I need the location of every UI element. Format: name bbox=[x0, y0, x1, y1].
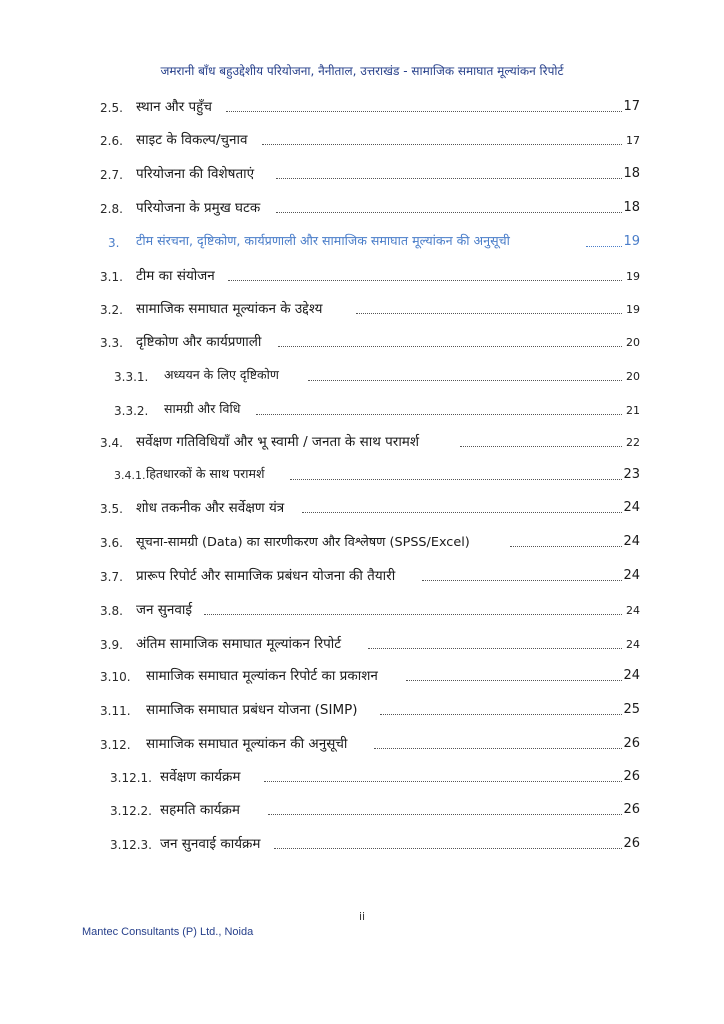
toc-row[interactable] bbox=[0, 198, 724, 222]
toc-title: स्थान और पहुँच bbox=[136, 99, 212, 115]
toc-page: 19 bbox=[626, 303, 640, 316]
toc-title: शोध तकनीक और सर्वेक्षण यंत्र bbox=[136, 500, 285, 516]
toc-title: सूचना-सामग्री (Data) का सारणीकरण और विश्लेषण (SPSS/Excel) bbox=[136, 535, 470, 550]
toc-row[interactable] bbox=[0, 767, 724, 791]
toc-number: 3.3.2. bbox=[114, 404, 149, 418]
toc-row[interactable] bbox=[0, 666, 724, 690]
page-header: जमरानी बाँध बहुउद्देशीय परियोजना, नैनीताल, उत्तराखंड - सामाजिक समाघात मूल्यांकन रिपोर्ट bbox=[160, 64, 564, 78]
toc-number: 3. bbox=[108, 236, 120, 250]
toc-leader bbox=[302, 512, 622, 513]
toc-page: 24 bbox=[626, 638, 640, 651]
toc-row[interactable] bbox=[0, 600, 724, 624]
toc-row[interactable] bbox=[0, 634, 724, 658]
toc-row[interactable] bbox=[0, 266, 724, 290]
toc-title: टीम संरचना, दृष्टिकोण, कार्यप्रणाली और सामाजिक समाघात मूल्यांकन की अनुसूची bbox=[136, 233, 510, 248]
toc-row[interactable] bbox=[0, 130, 724, 154]
toc-page: 18 bbox=[623, 200, 640, 215]
toc-number: 3.12.3. bbox=[110, 838, 152, 852]
toc-number: 3.4.1. bbox=[114, 469, 146, 482]
toc-title: हितधारकों के साथ परामर्श bbox=[146, 466, 265, 481]
toc-leader bbox=[276, 212, 622, 213]
toc-page: 26 bbox=[623, 802, 640, 817]
toc-number: 3.3. bbox=[100, 336, 123, 350]
toc-row[interactable] bbox=[0, 498, 724, 522]
toc-leader bbox=[226, 111, 622, 112]
toc-title: सामाजिक समाघात प्रबंधन योजना (SIMP) bbox=[146, 702, 358, 718]
toc-leader bbox=[290, 479, 622, 480]
toc-page: 23 bbox=[623, 467, 640, 482]
toc-leader bbox=[262, 144, 622, 145]
toc-row[interactable] bbox=[0, 734, 724, 758]
toc-title: परियोजना के प्रमुख घटक bbox=[136, 200, 261, 216]
toc-title: टीम का संयोजन bbox=[136, 268, 215, 284]
toc-number: 2.8. bbox=[100, 202, 123, 216]
toc-number: 3.12. bbox=[100, 738, 131, 752]
toc-page: 26 bbox=[623, 836, 640, 851]
toc-number: 3.5. bbox=[100, 502, 123, 516]
toc-title: जन सुनवाई bbox=[136, 602, 193, 618]
toc-page: 24 bbox=[623, 534, 640, 549]
toc-page: 20 bbox=[626, 370, 640, 383]
toc-page: 19 bbox=[623, 234, 640, 249]
toc-row[interactable] bbox=[0, 332, 724, 356]
toc-leader bbox=[460, 446, 622, 447]
toc-leader bbox=[368, 648, 622, 649]
toc-title: सामग्री और विधि bbox=[164, 401, 241, 416]
toc-number: 3.11. bbox=[100, 704, 131, 718]
toc-title: सर्वेक्षण कार्यक्रम bbox=[160, 769, 241, 785]
toc-leader bbox=[204, 614, 622, 615]
toc-page: 26 bbox=[623, 769, 640, 784]
toc-leader bbox=[256, 414, 622, 415]
toc-title: सामाजिक समाघात मूल्यांकन के उद्देश्य bbox=[136, 301, 323, 317]
toc-row[interactable] bbox=[0, 532, 724, 556]
toc-row[interactable] bbox=[0, 97, 724, 121]
toc-leader bbox=[264, 781, 622, 782]
toc-leader bbox=[228, 280, 622, 281]
toc-page: 24 bbox=[623, 568, 640, 583]
toc-leader bbox=[586, 246, 622, 247]
toc-title: अध्ययन के लिए दृष्टिकोण bbox=[164, 367, 279, 382]
toc-leader bbox=[356, 313, 622, 314]
toc-page: 24 bbox=[623, 500, 640, 515]
toc-row[interactable] bbox=[0, 164, 724, 188]
toc-row[interactable] bbox=[0, 566, 724, 590]
toc-page: 26 bbox=[623, 736, 640, 751]
toc-leader bbox=[276, 178, 622, 179]
toc-title: परियोजना की विशेषताएं bbox=[136, 166, 255, 182]
page-footer: Mantec Consultants (P) Ltd., Noida bbox=[82, 926, 254, 938]
toc-leader bbox=[406, 680, 622, 681]
toc-number: 2.7. bbox=[100, 168, 123, 182]
toc-row[interactable] bbox=[0, 800, 724, 824]
toc-row[interactable] bbox=[0, 834, 724, 858]
page-number: ii bbox=[358, 910, 366, 923]
toc-number: 3.7. bbox=[100, 570, 123, 584]
toc-row[interactable] bbox=[0, 700, 724, 724]
toc-page: 22 bbox=[626, 436, 640, 449]
toc-leader bbox=[268, 814, 622, 815]
toc-page: 24 bbox=[626, 604, 640, 617]
toc-leader bbox=[274, 848, 622, 849]
toc-number: 3.4. bbox=[100, 436, 123, 450]
toc-page: 17 bbox=[623, 99, 640, 114]
toc-title: साइट के विकल्प/चुनाव bbox=[136, 132, 248, 148]
toc-title: सामाजिक समाघात मूल्यांकन रिपोर्ट का प्रकाशन bbox=[146, 668, 378, 684]
toc-title: सर्वेक्षण गतिविधियाँ और भू स्वामी / जनता के साथ परामर्श bbox=[136, 434, 420, 450]
toc-number: 3.8. bbox=[100, 604, 123, 618]
toc-title: दृष्टिकोण और कार्यप्रणाली bbox=[136, 334, 262, 350]
toc-title: अंतिम सामाजिक समाघात मूल्यांकन रिपोर्ट bbox=[136, 636, 342, 652]
toc-page: 21 bbox=[626, 404, 640, 417]
toc-leader bbox=[510, 546, 622, 547]
toc-page: 17 bbox=[626, 134, 640, 147]
toc-number: 3.1. bbox=[100, 270, 123, 284]
toc-page: 19 bbox=[626, 270, 640, 283]
toc-number: 3.2. bbox=[100, 303, 123, 317]
toc-page: 24 bbox=[623, 668, 640, 683]
toc-row[interactable] bbox=[0, 299, 724, 323]
toc-row[interactable] bbox=[0, 400, 724, 424]
toc-number: 3.9. bbox=[100, 638, 123, 652]
toc-row[interactable] bbox=[0, 465, 724, 489]
toc-title: सामाजिक समाघात मूल्यांकन की अनुसूची bbox=[146, 736, 348, 752]
toc-number: 2.5. bbox=[100, 101, 123, 115]
toc-row[interactable] bbox=[0, 366, 724, 390]
toc-leader bbox=[308, 380, 622, 381]
toc-leader bbox=[380, 714, 622, 715]
toc-number: 3.6. bbox=[100, 536, 123, 550]
toc-page: 25 bbox=[623, 702, 640, 717]
toc-leader bbox=[278, 346, 622, 347]
toc-number: 3.10. bbox=[100, 670, 131, 684]
toc-leader bbox=[422, 580, 622, 581]
toc-page: 20 bbox=[626, 336, 640, 349]
toc-page: 18 bbox=[623, 166, 640, 181]
toc-number: 2.6. bbox=[100, 134, 123, 148]
toc-number: 3.12.2. bbox=[110, 804, 152, 818]
toc-title: जन सुनवाई कार्यक्रम bbox=[160, 836, 261, 852]
toc-number: 3.3.1. bbox=[114, 370, 149, 384]
toc-number: 3.12.1. bbox=[110, 771, 152, 785]
toc-row-chapter[interactable] bbox=[0, 232, 724, 256]
toc-title: सहमति कार्यक्रम bbox=[160, 802, 240, 818]
toc-row[interactable] bbox=[0, 432, 724, 456]
toc-leader bbox=[374, 748, 622, 749]
toc-title: प्रारूप रिपोर्ट और सामाजिक प्रबंधन योजना की तैयारी bbox=[136, 568, 396, 584]
